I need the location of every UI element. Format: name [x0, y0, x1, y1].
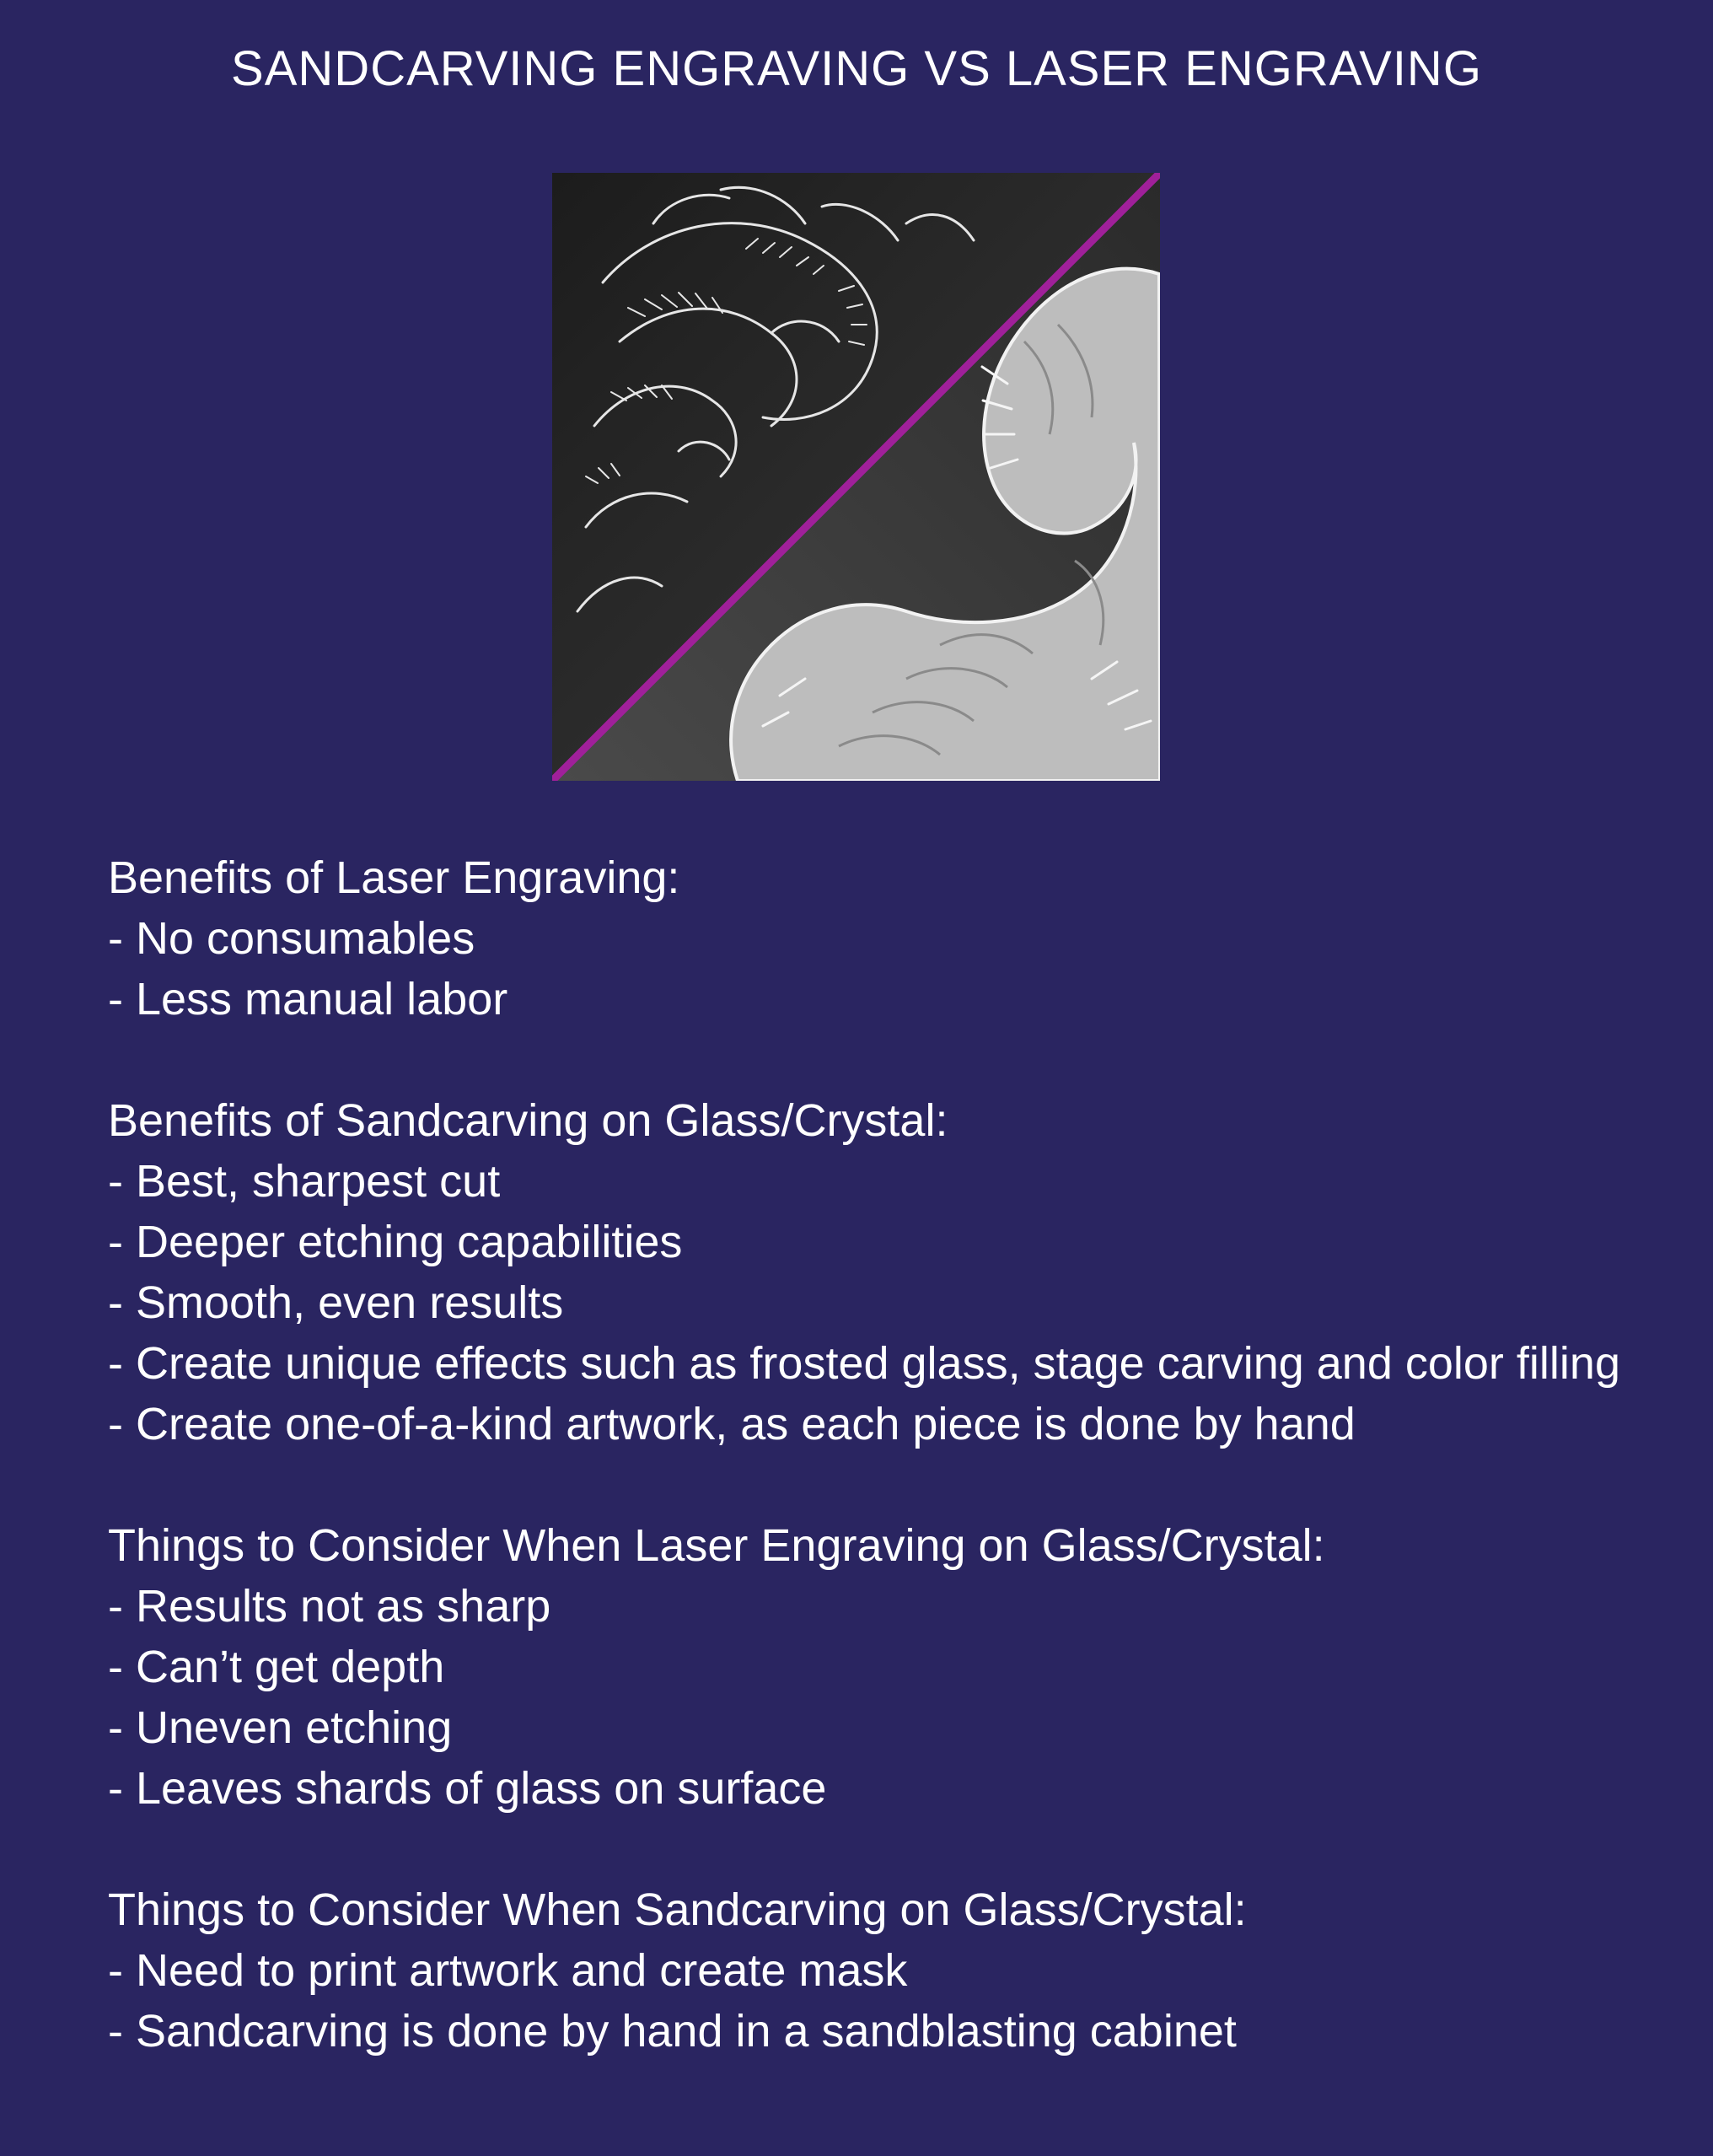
list-item: - Leaves shards of glass on surface — [108, 1763, 827, 1814]
comparison-text — [108, 847, 1625, 2122]
list-item: - Results not as sharp — [108, 1581, 551, 1632]
list-item: - Create unique effects such as frosted glass, stage carving and color filling — [108, 1338, 1620, 1389]
list-item: - Best, sharpest cut — [108, 1156, 501, 1207]
section-laser-benefits — [108, 847, 1625, 1030]
list-item: - Can’t get depth — [108, 1642, 445, 1692]
list-item: - Smooth, even results — [108, 1277, 564, 1328]
list-item: - Need to print artwork and create mask — [108, 1945, 908, 1996]
list-item: - No consumables — [108, 913, 475, 964]
list-item: - Less manual labor — [108, 974, 508, 1024]
section-laser-considerations — [108, 1515, 1625, 1819]
list-item: - Uneven etching — [108, 1702, 453, 1753]
section-heading: Things to Consider When Laser Engraving on Glass/Crystal: — [108, 1520, 1325, 1571]
dragon-engraving-comparison-image — [552, 173, 1160, 781]
section-heading: Benefits of Laser Engraving: — [108, 852, 680, 903]
section-sandcarving-considerations — [108, 1879, 1625, 2062]
page-title: SANDCARVING ENGRAVING VS LASER ENGRAVING — [231, 41, 1482, 96]
list-item: - Create one-of-a-kind artwork, as each piece is done by hand — [108, 1399, 1356, 1449]
list-item: - Deeper etching capabilities — [108, 1217, 683, 1267]
section-heading: Things to Consider When Sandcarving on Glass/Crystal: — [108, 1884, 1247, 1935]
list-item: - Sandcarving is done by hand in a sandblasting cabinet — [108, 2006, 1237, 2057]
section-sandcarving-benefits — [108, 1090, 1625, 1454]
section-heading: Benefits of Sandcarving on Glass/Crystal: — [108, 1095, 948, 1146]
